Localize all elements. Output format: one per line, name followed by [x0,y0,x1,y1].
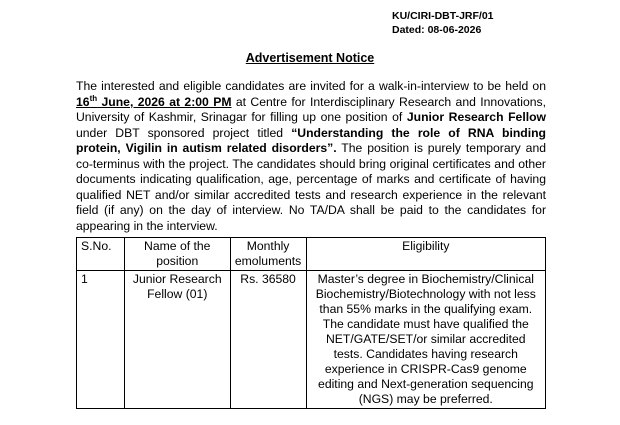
position-name: Junior Research Fellow [406,110,547,124]
intro-text: The interested and eligible candidates are invited for a walk-in-interview to be held on [76,79,546,93]
sponsor-text: under DBT sponsored project titled [76,125,292,140]
table-row [77,271,546,409]
table-header-row [77,238,546,271]
reference-number: KU/CIRI-DBT-JRF/01 [392,10,494,22]
reference-block [392,9,494,37]
venue-text: at Centre for Interdisciplinary Research and Innovations, University of Kashmir, Srinagar for filling up one position of [76,94,546,124]
notice-paragraph [76,79,546,234]
header-position-name: Name of the position [124,238,230,271]
notice-title: Advertisement Notice [245,51,375,65]
interview-day-suffix: th [89,93,98,103]
position-table [76,237,546,409]
header-eligibility: Eligibility [306,238,545,271]
terms-text: The position is purely temporary and co-terminus with the project. The candidates should bring original certificates and other documents indicating qualification, age, percentage of marks and certificate of having qualified NET and/or similar accredited tests and research experience in the relevant field (if any) on the day of interview. No TA/DA shall be paid to the candidates for appearing in the interview. [76,141,546,233]
interview-date-rest: June, 2026 at 2:00 PM [97,94,232,109]
interview-day: 16 [76,94,90,109]
header-sno: S.No. [77,238,125,271]
cell-position-name: Junior Research Fellow (01) [124,271,230,409]
header-emoluments: Monthly emoluments [230,238,306,271]
cell-emoluments: Rs. 36580 [230,271,306,409]
cell-eligibility: Master’s degree in Biochemistry/Clinical Biochemistry/Biotechnology with not less than 55% marks in the qualifying exam. The candidate must have qualified the NET/GATE/SET/or similar accredited tests. Candidates having research experience in CRISPR-Cas9 genome editing and Next-generation sequencing (NGS) may be preferred. [306,271,545,409]
interview-date [76,95,231,109]
project-title: “Understanding the role of RNA binding protein, Vigilin in autism related disorders”. [76,125,546,155]
cell-sno: 1 [77,271,125,409]
dated-line: Dated: 08-06-2026 [392,24,482,36]
